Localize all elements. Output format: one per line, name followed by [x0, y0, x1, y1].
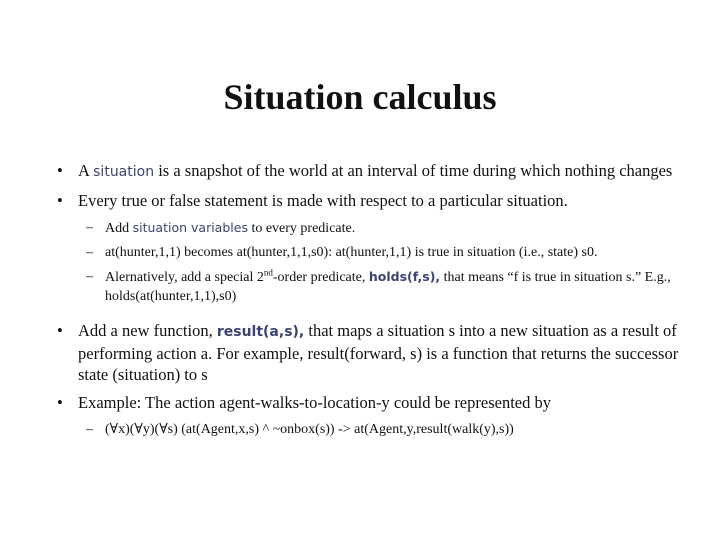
- bullet-text: that maps a situation s into a new situation as a result of performing action a. For example, result(forward, s) is a function that returns the successor state (situation) to s: [78, 321, 679, 384]
- bullet-marker: •: [57, 161, 63, 180]
- bullet-marker: •: [57, 191, 63, 210]
- term-situation-variables: situation variables: [132, 220, 248, 235]
- term-holds: holds(f,s),: [368, 269, 441, 284]
- sub-bullet-text: that means “f is true in situation s.” E.g., holds(at(hunter,1,1),s0): [105, 270, 671, 304]
- term-result: result(a,s),: [216, 324, 305, 340]
- sub-bullet-text: at(hunter,1,1) becomes at(hunter,1,1,s0): at(hunter,1,1) is true in situation (i.e., state) s0.: [105, 245, 598, 260]
- bullet-text: Every true or false statement is made with respect to a particular situation.: [78, 191, 568, 210]
- dash-marker: –: [86, 422, 93, 437]
- formula-text: (∀x)(∀y)(∀s) (at(Agent,x,s) ^ ~onbox(s)) -> at(Agent,y,result(walk(y),s)): [105, 422, 514, 437]
- dash-marker: –: [86, 245, 93, 260]
- sub-bullet-at-hunter: [86, 243, 682, 262]
- bullet-marker: •: [57, 393, 63, 412]
- bullet-text: Example: The action agent-walks-to-location-y could be represented by: [78, 393, 551, 412]
- dash-marker: –: [86, 269, 93, 284]
- bullet-result-function: [57, 320, 682, 385]
- bullet-every-statement: [57, 190, 682, 211]
- dash-marker: –: [86, 220, 93, 235]
- sub-bullet-text: Alernatively, add a special 2: [105, 270, 264, 285]
- sub-bullet-holds: [86, 267, 682, 306]
- bullet-marker: •: [57, 321, 63, 340]
- term-situation: situation: [93, 164, 155, 180]
- superscript-nd: nd: [263, 267, 273, 278]
- spacer: [57, 311, 682, 320]
- bullet-text: is a snapshot of the world at an interval of time during which nothing changes: [154, 161, 673, 180]
- sub-bullet-text: to every predicate.: [247, 221, 356, 236]
- sub-bullet-text: Add: [105, 221, 133, 236]
- slide-title: Situation calculus: [223, 77, 497, 117]
- bullet-text: A: [78, 161, 94, 180]
- bullet-text: Add a new function,: [78, 321, 217, 340]
- bullet-situation-definition: [57, 160, 682, 183]
- sub-bullet-text: -order predicate,: [272, 270, 369, 285]
- sub-bullet-formula: [86, 420, 682, 439]
- slide-content: [57, 160, 682, 444]
- bullet-example: [57, 392, 682, 413]
- sub-bullet-situation-variables: [86, 218, 682, 238]
